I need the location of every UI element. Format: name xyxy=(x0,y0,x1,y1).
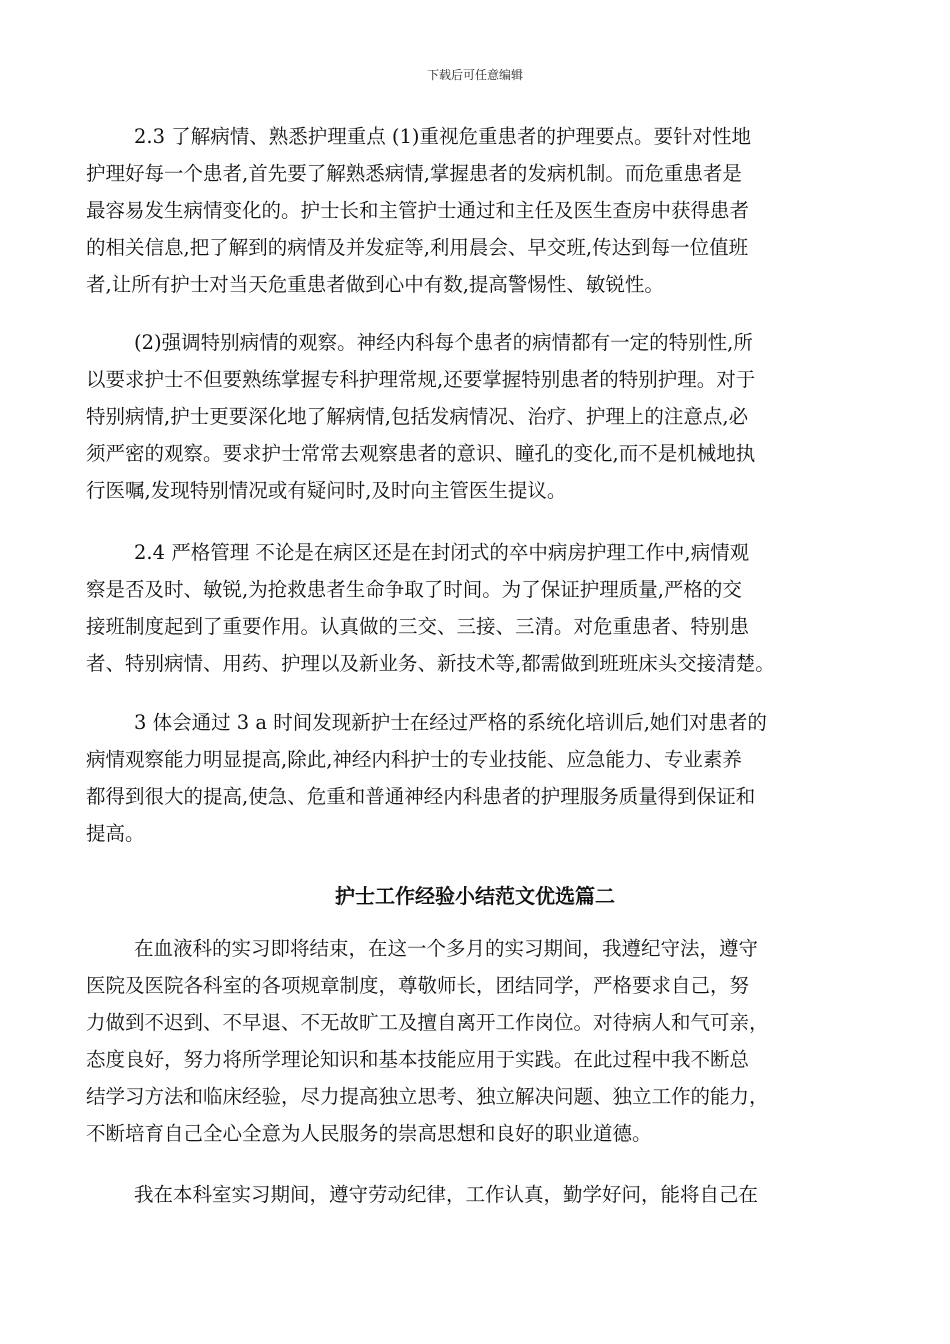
text-line: 最容易发生病情变化的。护士长和主管护士通过和主任及医生查房中获得患者 xyxy=(86,199,750,222)
text-line: (2)强调特别病情的观察。神经内科每个患者的病情都有一定的特别性,所 xyxy=(134,331,753,354)
text-line: 者,让所有护士对当天危重患者做到心中有数,提高警惕性、敏锐性。 xyxy=(86,273,664,296)
text-line: 结学习方法和临床经验，尽力提高独立思考、独立解决问题、独立工作的能力， xyxy=(86,1085,769,1108)
text-line: 以要求护士不但要熟练掌握专科护理常规,还要掌握特别患者的特别护理。对于 xyxy=(86,368,756,391)
text-line: 病情观察能力明显提高,除此,神经内科护士的专业技能、应急能力、专业素养 xyxy=(86,748,742,771)
text-line: 的相关信息,把了解到的病情及并发症等,利用晨会、早交班,传达到每一位值班 xyxy=(86,236,749,259)
text-line: 2.4 严格管理 不论是在病区还是在封闭式的卒中病房护理工作中,病情观 xyxy=(134,541,750,564)
text-line: 察是否及时、敏锐,为抢救患者生命争取了时间。为了保证护理质量,严格的交 xyxy=(86,578,742,601)
paragraph-department-practice xyxy=(86,1176,876,1213)
text-line: 我在本科室实习期间，遵守劳动纪律，工作认真，勤学好问，能将自己在 xyxy=(134,1183,759,1206)
section-heading: 护士工作经验小结范文优选篇二 xyxy=(335,884,615,908)
text-line: 接班制度起到了重要作用。认真做的三交、三接、三清。对危重患者、特别患 xyxy=(86,615,750,638)
text-line: 不断培育自己全心全意为人民服务的崇高思想和良好的职业道德。 xyxy=(86,1122,652,1145)
text-line: 须严密的观察。要求护士常常去观察患者的意识、瞳孔的变化,而不是机械地执 xyxy=(86,442,756,465)
text-line: 2.3 了解病情、熟悉护理重点 (1)重视危重患者的护理要点。要针对性地 xyxy=(134,125,752,148)
text-line: 3 体会通过 3 a 时间发现新护士在经过严格的系统化培训后,她们对患者的 xyxy=(134,711,767,734)
text-line: 力做到不迟到、不早退、不无故旷工及擅自离开工作岗位。对待病人和气可亲， xyxy=(86,1011,769,1034)
text-line: 态度良好，努力将所学理论知识和基本技能应用于实践。在此过程中我不断总 xyxy=(86,1048,750,1071)
text-line: 护理好每一个患者,首先要了解熟悉病情,掌握患者的发病机制。而危重患者是 xyxy=(86,162,742,185)
paragraph-3-conclusion xyxy=(86,704,876,852)
text-line: 特别病情,护士更要深化地了解病情,包括发病情况、治疗、护理上的注意点,必 xyxy=(86,405,749,428)
paragraph-2-4 xyxy=(86,534,876,682)
text-line: 医院及医院各科室的各项规章制度，尊敬师长，团结同学，严格要求自己，努 xyxy=(86,974,750,997)
paragraph-2-3 xyxy=(86,118,876,303)
text-line: 在血液科的实习即将结束，在这一个多月的实习期间，我遵纪守法，遵守 xyxy=(134,937,759,960)
text-line: 都得到很大的提高,使急、危重和普通神经内科患者的护理服务质量得到保证和 xyxy=(86,785,756,808)
paragraph-special-observation xyxy=(86,324,876,509)
header-note: 下载后可任意编辑 xyxy=(426,68,523,82)
text-line: 者、特别病情、用药、护理以及新业务、新技术等,都需做到班班床头交接清楚。 xyxy=(86,652,775,675)
text-line: 行医嘱,发现特别情况或有疑问时,及时向主管医生提议。 xyxy=(86,479,567,502)
text-line: 提高。 xyxy=(86,822,145,845)
paragraph-hematology-internship xyxy=(86,930,876,1152)
